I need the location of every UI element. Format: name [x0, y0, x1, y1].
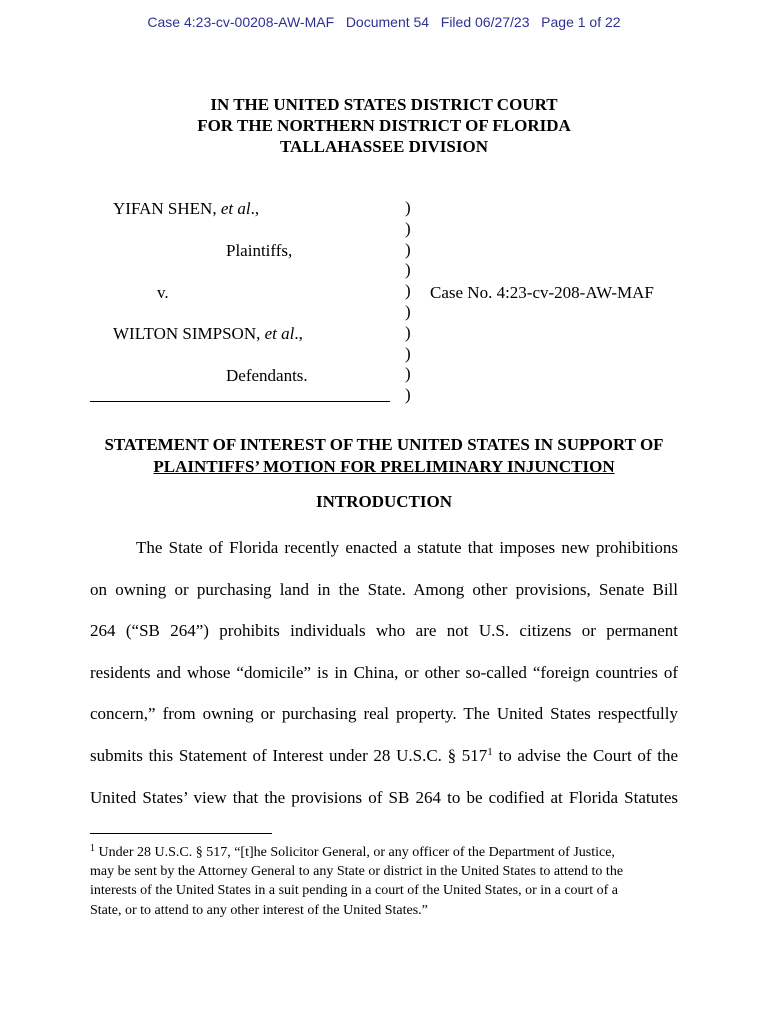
body-paragraph	[90, 527, 678, 818]
caption-paren: )	[405, 322, 411, 342]
court-heading-line: FOR THE NORTHERN DISTRICT OF FLORIDA	[197, 116, 571, 135]
footnote-line: State, or to attend to any other interest of the United States.”	[90, 902, 428, 918]
body-line: The State of Florida recently enacted a statute that imposes new prohibitions	[136, 538, 678, 557]
defendant-name: WILTON SIMPSON, et al.,	[113, 324, 303, 343]
caption-rule	[90, 401, 390, 402]
case-caption	[0, 0, 768, 420]
case-number-stamp: Case 4:23-cv-00208-AW-MAF	[147, 14, 335, 30]
body-line: concern,” from owning or purchasing real property. The United States respectfully	[90, 704, 678, 724]
caption-parentheses	[405, 198, 419, 406]
document-number-stamp: Document 54	[345, 14, 430, 30]
caption-paren: )	[405, 364, 411, 384]
footnote	[90, 843, 670, 920]
defendants-label: Defendants.	[226, 366, 308, 385]
caption-paren: )	[405, 239, 411, 259]
caption-paren: )	[405, 218, 411, 238]
caption-paren: )	[405, 385, 411, 405]
footnote-reference[interactable]: 1	[487, 745, 493, 758]
versus-label: v.	[157, 283, 169, 302]
caption-paren: )	[405, 301, 411, 321]
body-line: 264 (“SB 264”) prohibits individuals who are not U.S. citizens or permanent	[90, 621, 678, 641]
body-line: United States’ view that the provisions of SB 264 to be codified at Florida Statutes	[90, 787, 678, 807]
document-title-line: STATEMENT OF INTEREST OF THE UNITED STATES IN SUPPORT OF	[104, 435, 664, 454]
document-title-line: PLAINTIFFS’ MOTION FOR PRELIMINARY INJUNCTION	[153, 457, 615, 476]
court-heading-line: TALLAHASSEE DIVISION	[279, 137, 488, 156]
document-title	[0, 434, 768, 478]
page-count-stamp: Page 1 of 22	[541, 14, 621, 30]
plaintiffs-label: Plaintiffs,	[226, 241, 293, 260]
caption-paren: )	[405, 198, 411, 217]
footnote-line: interests of the United States in a suit pending in a court of the United States, or in a court of a	[90, 883, 618, 899]
caption-paren: )	[405, 281, 411, 301]
footnote-line: $^1$ Under 28 U.S.C. § 517, “[t]he Solicitor General, or any officer of the Department of Justice,	[90, 843, 615, 860]
filed-date-stamp: Filed 06/27/23	[440, 14, 530, 30]
body-line: submits this Statement of Interest under 28 U.S.C. § $517^1$ to advise the Court of the	[90, 745, 678, 765]
plaintiff-name: YIFAN SHEN, et al.,	[113, 199, 260, 218]
court-heading-line: IN THE UNITED STATES DISTRICT COURT	[210, 95, 558, 114]
case-number: Case No. 4:23-cv-208-AW-MAF	[430, 283, 654, 302]
footnote-line: may be sent by the Attorney General to any State or district in the United States to attend to the	[90, 864, 624, 880]
footnote-marker: 1	[90, 843, 95, 854]
caption-paren: )	[405, 343, 411, 363]
caption-paren: )	[405, 260, 411, 280]
section-heading: INTRODUCTION	[315, 492, 453, 511]
body-line: residents and whose “domicile” is in China, or other so-called “foreign countries of	[90, 662, 678, 682]
body-line: on owning or purchasing land in the State. Among other provisions, Senate Bill	[90, 579, 678, 599]
footnote-separator	[90, 833, 272, 834]
